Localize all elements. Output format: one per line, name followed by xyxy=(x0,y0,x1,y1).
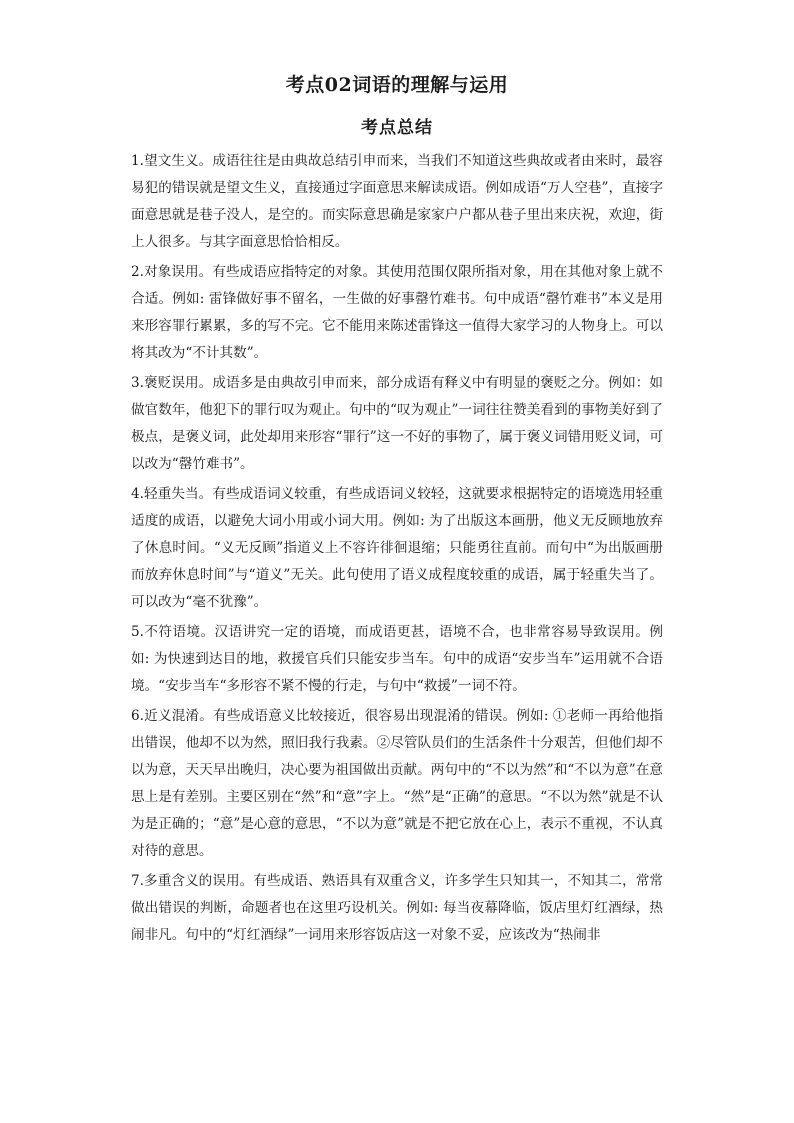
paragraph-2-wrong-object: 2.对象误用。有些成语应指特定的对象。其使用范围仅限所指对象，用在其他对象上就不合适。例如: 雷锋做好事不留名，一生做的好事罄竹难书。句中成语“罄竹难书”本义是用来形容罪行累累，多的写不完。它不能用来陈述雷锋这一值得大家学习的人物身上。可以将其改为“不计其数”。 xyxy=(131,264,663,361)
paragraph-1-misreading: 1.望文生义。成语往往是由典故总结引申而来，当我们不知道这些典故或者由来时，最容易犯的错误就是望文生义，直接通过字面意思来解读成语。例如成语“万人空巷”，直接字面意思就是巷子没人，是空的。而实际意思确是家家户户都从巷子里出来庆祝，欢迎，街上人很多。与其字面意思恰恰相反。 xyxy=(131,153,663,250)
paragraph-7-multiple-meanings: 7.多重含义的误用。有些成语、熟语具有双重含义，许多学生只知其一，不知其二，常常做出错误的判断，命题者也在这里巧设机关。例如: 每当夜幕降临，饭店里灯红酒绿，热闹非凡。句中的“灯红酒绿”一词用来形容饭店这一对象不妥，应该改为“热闹非 xyxy=(131,873,663,943)
document-title: 考点02词语的理解与运用 xyxy=(285,74,509,96)
paragraph-3-praise-blame: 3.褒贬误用。成语多是由典故引申而来，部分成语有释义中有明显的褒贬之分。例如：如做官数年，他犯下的罪行叹为观止。句中的“叹为观止”一词往往赞美看到的事物美好到了极点，是褒义词，此处却用来形容“罪行”这一不好的事物了，属于褒义词错用贬义词，可以改为“罄竹难书”。 xyxy=(131,375,663,472)
paragraph-6-synonyms: 6.近义混淆。有些成语意义比较接近，很容易出现混淆的错误。例如: ①老师一再给他指出错误，他却不以为然，照旧我行我素。②尽管队员们的生活条件十分艰苦，但他们却不以为意，天天早出晚归，决心要为祖国做出贡献。两句中的“不以为然”和“不以为意”在意思上是有差别。主要区别在“然”和“意”字上。“然”是“正确”的意思。“不以为然”就是不认为是正确的；“意”是心意的意思，“不以为意”就是不把它放在心上，表示不重视，不认真对待的意思。 xyxy=(131,708,663,859)
document-subtitle: 考点总结 xyxy=(361,118,433,138)
paragraph-4-weight: 4.轻重失当。有些成语词义较重，有些成语词义较轻，这就要求根据特定的语境选用轻重适度的成语，以避免大词小用或小词大用。例如: 为了出版这本画册，他义无反顾地放弃了休息时间。“义无反顾”指道义上不容许徘徊退缩；只能勇往直前。而句中“为出版画册而放弃休息时间”与“道义”无关。此句使用了语义成程度较重的成语，属于轻重失当了。可以改为“毫不犹豫”。 xyxy=(131,486,663,610)
paragraph-5-context: 5.不符语境。汉语讲究一定的语境，而成语更甚，语境不合，也非常容易导致误用。例如: 为快速到达目的地，救援官兵们只能安步当车。句中的成语“安步当车”运用就不合语境。“安步当车“多形容不紧不慢的行走，与句中“救援”一词不符。 xyxy=(131,624,663,694)
document-body xyxy=(131,148,663,952)
